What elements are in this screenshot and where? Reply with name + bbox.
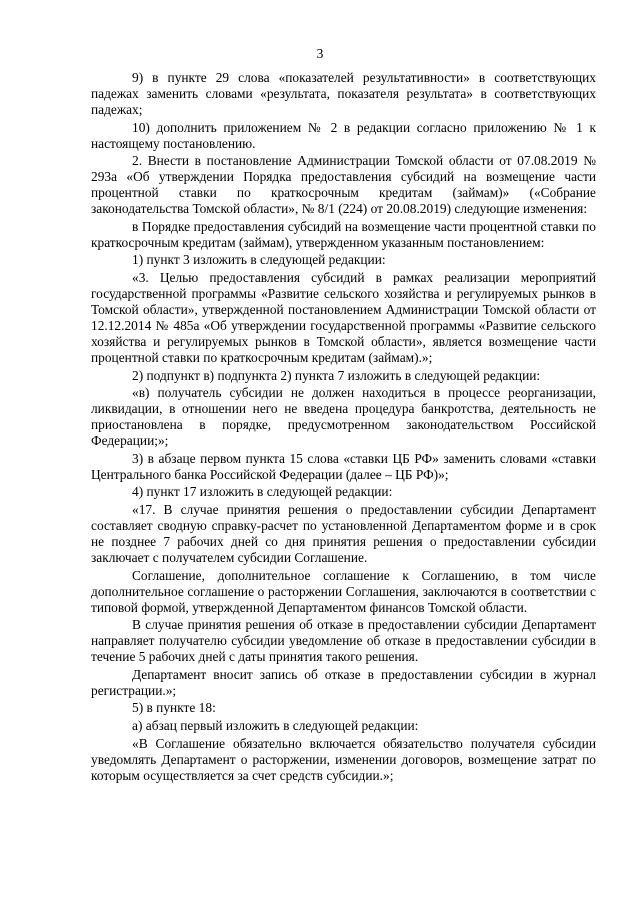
document-body bbox=[91, 70, 596, 785]
paragraph-intro: в Порядке предоставления субсидий на возмещение части процентной ставки по краткосрочным кредитам (займам), утвержденном указанным постановлением: bbox=[91, 218, 596, 250]
paragraph-agreement: Соглашение, дополнительное соглашение к Соглашению, в том числе дополнительное соглашение о расторжении Соглашения, заключаются в соответствии с типовой формой, утвержденной Департаментом финансов Томской области. bbox=[91, 567, 596, 615]
paragraph-journal: Департамент вносит запись об отказе в предоставлении субсидии в журнал регистрации.»; bbox=[91, 666, 596, 698]
paragraph-point-17-text: «17. В случае принятия решения о предоставлении субсидии Департамент составляет сводную справку-расчет по установленной Департаментом форме и в срок не позднее 7 рабочих дней со дня принятия решения о предоставлении субсидии заключает с получателем субсидии Соглашение. bbox=[91, 501, 596, 565]
paragraph-refusal: В случае принятия решения об отказе в предоставлении субсидии Департамент направляет получателю субсидии уведомление об отказе в предоставлении субсидии в течение 5 рабочих дней с даты принятия такого решения. bbox=[91, 617, 596, 665]
paragraph-item-10: 10) дополнить приложением № 2 в редакции согласно приложению № 1 к настоящему постановлению. bbox=[91, 119, 596, 151]
paragraph-point-4: 4) пункт 17 изложить в следующей редакции: bbox=[132, 484, 393, 500]
paragraph-point-1: 1) пункт 3 изложить в следующей редакции: bbox=[132, 252, 386, 268]
paragraph-point-5: 5) в пункте 18: bbox=[132, 700, 216, 716]
page-number: 3 bbox=[316, 46, 324, 61]
paragraph-item-9: 9) в пункте 29 слова «показателей результативности» в соответствующих падежах заменить словами «результата, показателя результата» в соответствующих падежах; bbox=[91, 70, 596, 117]
paragraph-point-3: 3) в абзаце первом пункта 15 слова «ставки ЦБ РФ» заменить словами «ставки Центрального банка Российской Федерации (далее – ЦБ РФ)»; bbox=[91, 450, 596, 482]
paragraph-section-2: 2. Внести в постановление Администрации Томской области от 07.08.2019 № 293а «Об утверждении Порядка предоставления субсидий на возмещение части процентной ставки по краткосрочным кредитам (займам)» («Собрание законодательства Томской области», № 8/1 (224) от 20.08.2019) следующие изменения: bbox=[91, 153, 596, 217]
paragraph-subpoint-v-text: «в) получатель субсидии не должен находиться в процессе реорганизации, ликвидации, в отношении него не введена процедура банкротства, деятельность не приостановлена в порядке, предусмотренном законодательством Российской Федерации;»; bbox=[91, 385, 596, 449]
paragraph-point-2: 2) подпункт в) подпункта 2) пункта 7 изложить в следующей редакции: bbox=[132, 367, 541, 383]
paragraph-point-3-text: «3. Целью предоставления субсидий в рамках реализации мероприятий государственной программы «Развитие сельского хозяйства и регулируемых рынков в Томской области», утвержденной постановлением Администрации Томской области от 12.12.2014 № 485а «Об утверждении государственной программы «Развитие сельского хозяйства и регулируемых рынков в Томской области», является возмещение части процентной ставки по краткосрочным кредитам (займам).»; bbox=[91, 269, 596, 365]
paragraph-subpoint-a: а) абзац первый изложить в следующей редакции: bbox=[132, 717, 419, 733]
paragraph-agreement-obligation: «В Соглашение обязательно включается обязательство получателя субсидии уведомлять Департамент о расторжении, изменении договоров, возмещение затрат по которым осуществляется за счет средств субсидии.»; bbox=[91, 735, 596, 783]
